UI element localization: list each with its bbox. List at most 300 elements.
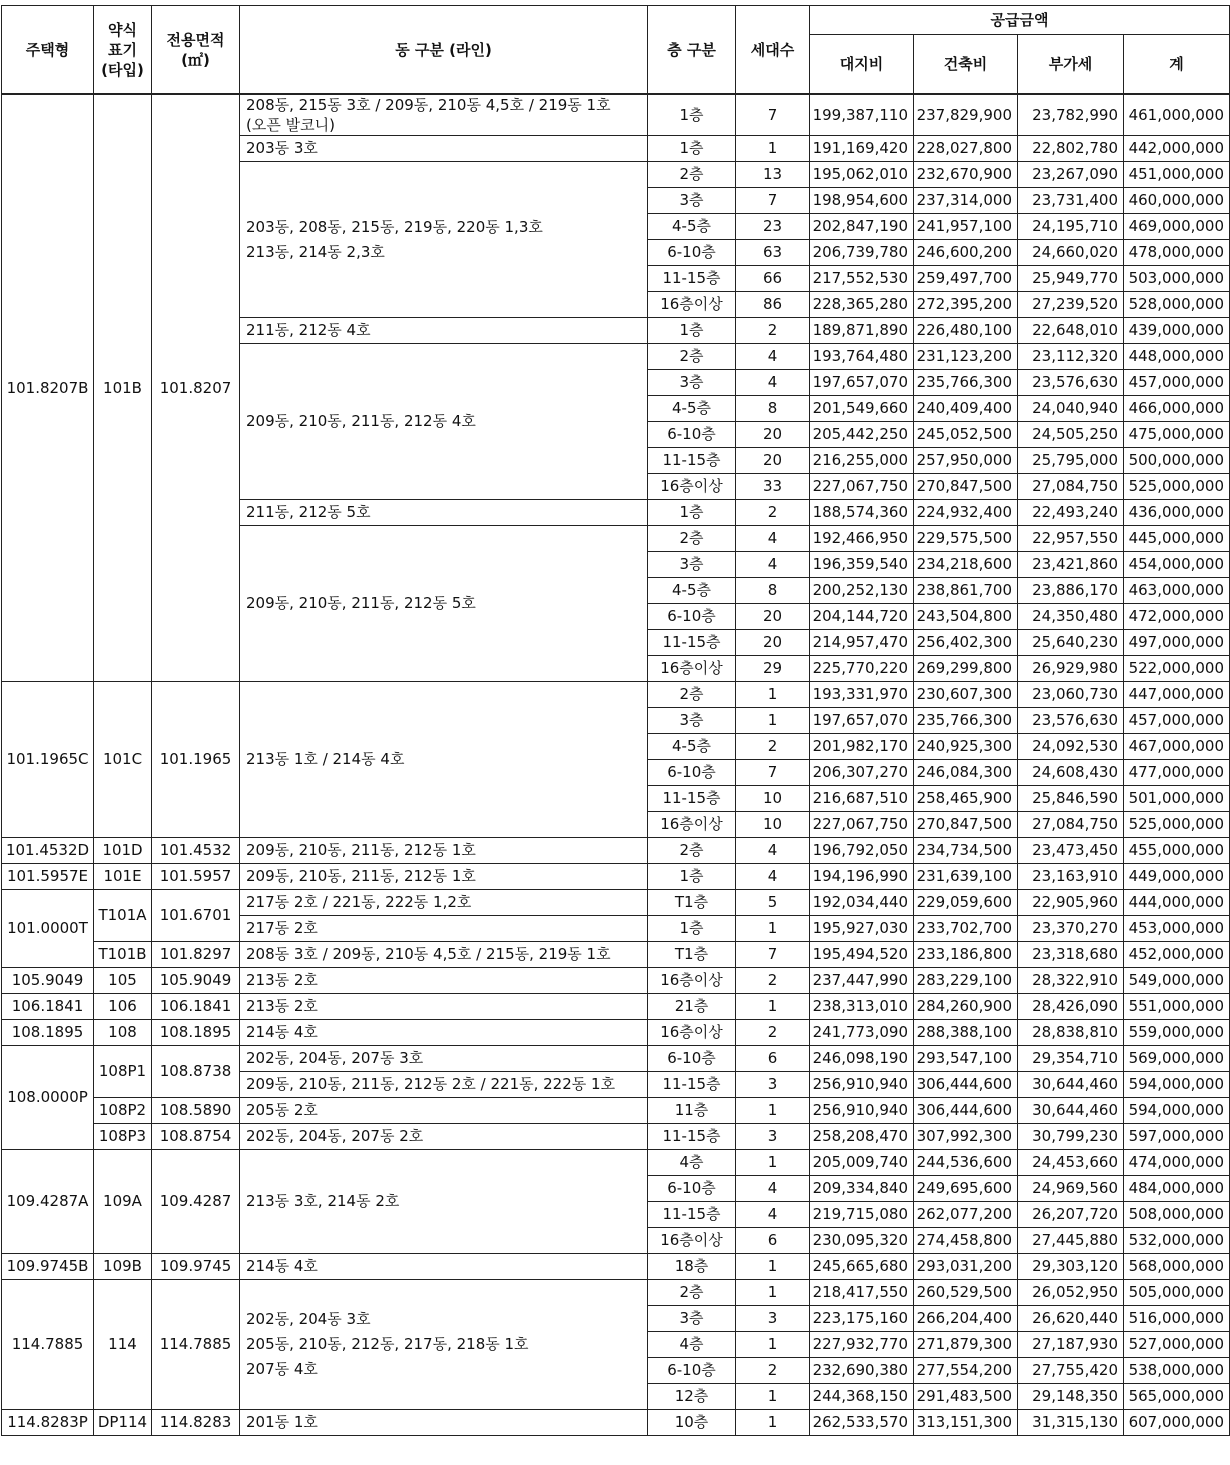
cell-floor: 2층	[648, 838, 736, 864]
cell-floor: 2층	[648, 344, 736, 370]
cell-total: 451,000,000	[1124, 162, 1230, 188]
header-abbr	[94, 6, 152, 95]
cell-area: 101.1965	[152, 682, 240, 838]
cell-land-cost: 217,552,530	[810, 266, 914, 292]
cell-dong	[240, 1150, 648, 1254]
cell-vat: 22,493,240	[1018, 500, 1124, 526]
cell-floor: 16층이상	[648, 474, 736, 500]
cell-units: 7	[736, 94, 810, 136]
cell-land-cost: 195,927,030	[810, 916, 914, 942]
cell-floor: 18층	[648, 1254, 736, 1280]
cell-units: 2	[736, 1358, 810, 1384]
cell-abbr: 108	[94, 1020, 152, 1046]
cell-housing-type: 101.4532D	[2, 838, 94, 864]
cell-land-cost: 195,494,520	[810, 942, 914, 968]
cell-floor: 10층	[648, 1410, 736, 1436]
cell-vat: 30,644,460	[1018, 1072, 1124, 1098]
cell-vat: 23,782,990	[1018, 94, 1124, 136]
cell-floor: 3층	[648, 1306, 736, 1332]
table-row	[2, 1046, 1230, 1072]
cell-total: 467,000,000	[1124, 734, 1230, 760]
cell-total: 436,000,000	[1124, 500, 1230, 526]
cell-dong	[240, 526, 648, 682]
supply-price-table	[1, 5, 1230, 1436]
cell-building-cost: 231,123,200	[914, 344, 1018, 370]
cell-floor: 16층이상	[648, 656, 736, 682]
cell-floor: 11-15층	[648, 786, 736, 812]
cell-abbr: 106	[94, 994, 152, 1020]
cell-building-cost: 226,480,100	[914, 318, 1018, 344]
cell-total: 503,000,000	[1124, 266, 1230, 292]
cell-building-cost: 237,314,000	[914, 188, 1018, 214]
cell-units: 10	[736, 786, 810, 812]
cell-vat: 23,576,630	[1018, 708, 1124, 734]
cell-floor: 1층	[648, 500, 736, 526]
cell-units: 23	[736, 214, 810, 240]
cell-total: 594,000,000	[1124, 1072, 1230, 1098]
cell-total: 442,000,000	[1124, 136, 1230, 162]
cell-land-cost: 197,657,070	[810, 708, 914, 734]
cell-vat: 23,318,680	[1018, 942, 1124, 968]
cell-total: 452,000,000	[1124, 942, 1230, 968]
cell-building-cost: 234,218,600	[914, 552, 1018, 578]
dong-line: 203동 3호	[246, 139, 318, 157]
cell-total: 505,000,000	[1124, 1280, 1230, 1306]
cell-vat: 23,421,860	[1018, 552, 1124, 578]
table-row	[2, 1020, 1230, 1046]
cell-land-cost: 258,208,470	[810, 1124, 914, 1150]
cell-vat: 24,453,660	[1018, 1150, 1124, 1176]
header-dong: 동 구분 (라인)	[240, 6, 648, 95]
cell-vat: 24,040,940	[1018, 396, 1124, 422]
cell-housing-type: 108.1895	[2, 1020, 94, 1046]
table-row	[2, 968, 1230, 994]
cell-abbr: 101C	[94, 682, 152, 838]
cell-building-cost: 246,600,200	[914, 240, 1018, 266]
cell-building-cost: 234,734,500	[914, 838, 1018, 864]
cell-dong	[240, 994, 648, 1020]
header-area-line: (㎡)	[181, 50, 210, 69]
cell-floor: 6-10층	[648, 1358, 736, 1384]
cell-building-cost: 240,409,400	[914, 396, 1018, 422]
cell-floor: 6-10층	[648, 1176, 736, 1202]
cell-total: 549,000,000	[1124, 968, 1230, 994]
cell-vat: 26,052,950	[1018, 1280, 1124, 1306]
cell-building-cost: 260,529,500	[914, 1280, 1018, 1306]
cell-vat: 22,905,960	[1018, 890, 1124, 916]
cell-units: 4	[736, 552, 810, 578]
cell-building-cost: 229,575,500	[914, 526, 1018, 552]
cell-building-cost: 229,059,600	[914, 890, 1018, 916]
cell-building-cost: 306,444,600	[914, 1098, 1018, 1124]
cell-dong	[240, 1098, 648, 1124]
cell-units: 10	[736, 812, 810, 838]
cell-abbr: 101D	[94, 838, 152, 864]
table-row	[2, 1254, 1230, 1280]
cell-floor: 4-5층	[648, 578, 736, 604]
cell-abbr: DP114	[94, 1410, 152, 1436]
header-abbr-line: (타입)	[101, 60, 144, 79]
table-row	[2, 1098, 1230, 1124]
cell-land-cost: 198,954,600	[810, 188, 914, 214]
cell-total: 532,000,000	[1124, 1228, 1230, 1254]
cell-land-cost: 188,574,360	[810, 500, 914, 526]
cell-units: 2	[736, 734, 810, 760]
cell-floor: 4-5층	[648, 396, 736, 422]
cell-dong	[240, 1254, 648, 1280]
cell-units: 8	[736, 396, 810, 422]
cell-area: 101.8297	[152, 942, 240, 968]
cell-vat: 25,640,230	[1018, 630, 1124, 656]
cell-building-cost: 245,052,500	[914, 422, 1018, 448]
cell-units: 4	[736, 1176, 810, 1202]
cell-land-cost: 200,252,130	[810, 578, 914, 604]
cell-land-cost: 223,175,160	[810, 1306, 914, 1332]
cell-floor: 1층	[648, 94, 736, 136]
cell-land-cost: 201,549,660	[810, 396, 914, 422]
cell-vat: 31,315,130	[1018, 1410, 1124, 1436]
cell-housing-type: 109.4287A	[2, 1150, 94, 1254]
cell-building-cost: 258,465,900	[914, 786, 1018, 812]
cell-housing-type: 105.9049	[2, 968, 94, 994]
cell-building-cost: 249,695,600	[914, 1176, 1018, 1202]
cell-floor: 4-5층	[648, 734, 736, 760]
header-units: 세대수	[736, 6, 810, 95]
cell-dong	[240, 1124, 648, 1150]
cell-land-cost: 205,009,740	[810, 1150, 914, 1176]
cell-units: 4	[736, 864, 810, 890]
cell-building-cost: 232,670,900	[914, 162, 1018, 188]
cell-units: 1	[736, 708, 810, 734]
cell-area: 114.7885	[152, 1280, 240, 1410]
table-row	[2, 94, 1230, 136]
cell-floor: 16층이상	[648, 1228, 736, 1254]
header-total: 계	[1124, 35, 1230, 95]
cell-vat: 27,084,750	[1018, 812, 1124, 838]
cell-floor: 6-10층	[648, 760, 736, 786]
cell-total: 594,000,000	[1124, 1098, 1230, 1124]
cell-units: 7	[736, 942, 810, 968]
cell-land-cost: 196,792,050	[810, 838, 914, 864]
table-row	[2, 1410, 1230, 1436]
cell-land-cost: 205,442,250	[810, 422, 914, 448]
dong-line: 209동, 210동, 211동, 212동 5호	[246, 594, 476, 612]
cell-total: 528,000,000	[1124, 292, 1230, 318]
cell-total: 516,000,000	[1124, 1306, 1230, 1332]
cell-vat: 27,084,750	[1018, 474, 1124, 500]
cell-vat: 23,473,450	[1018, 838, 1124, 864]
cell-vat: 23,060,730	[1018, 682, 1124, 708]
cell-vat: 25,949,770	[1018, 266, 1124, 292]
cell-land-cost: 196,359,540	[810, 552, 914, 578]
cell-total: 597,000,000	[1124, 1124, 1230, 1150]
cell-building-cost: 256,402,300	[914, 630, 1018, 656]
cell-land-cost: 230,095,320	[810, 1228, 914, 1254]
cell-abbr: 101E	[94, 864, 152, 890]
cell-vat: 26,207,720	[1018, 1202, 1124, 1228]
cell-units: 7	[736, 760, 810, 786]
cell-total: 447,000,000	[1124, 682, 1230, 708]
cell-land-cost: 241,773,090	[810, 1020, 914, 1046]
cell-units: 1	[736, 1384, 810, 1410]
cell-floor: 6-10층	[648, 1046, 736, 1072]
cell-total: 445,000,000	[1124, 526, 1230, 552]
cell-units: 3	[736, 1072, 810, 1098]
cell-land-cost: 202,847,190	[810, 214, 914, 240]
dong-line: 209동, 210동, 211동, 212동 4호	[246, 412, 476, 430]
cell-floor: 16층이상	[648, 812, 736, 838]
cell-building-cost: 246,084,300	[914, 760, 1018, 786]
cell-total: 538,000,000	[1124, 1358, 1230, 1384]
cell-land-cost: 201,982,170	[810, 734, 914, 760]
cell-units: 4	[736, 370, 810, 396]
cell-dong	[240, 916, 648, 942]
cell-units: 1	[736, 682, 810, 708]
cell-units: 29	[736, 656, 810, 682]
cell-building-cost: 284,260,900	[914, 994, 1018, 1020]
cell-building-cost: 233,702,700	[914, 916, 1018, 942]
dong-line: 213동 3호, 214동 2호	[246, 1192, 400, 1210]
cell-building-cost: 293,547,100	[914, 1046, 1018, 1072]
cell-units: 2	[736, 318, 810, 344]
cell-floor: 11-15층	[648, 266, 736, 292]
cell-area: 101.5957	[152, 864, 240, 890]
cell-area: 105.9049	[152, 968, 240, 994]
header-abbr-line: 표기	[108, 40, 137, 59]
cell-area: 108.5890	[152, 1098, 240, 1124]
cell-floor: 2층	[648, 682, 736, 708]
cell-building-cost: 257,950,000	[914, 448, 1018, 474]
cell-units: 1	[736, 1098, 810, 1124]
cell-building-cost: 274,458,800	[914, 1228, 1018, 1254]
cell-vat: 25,795,000	[1018, 448, 1124, 474]
cell-housing-type: 109.9745B	[2, 1254, 94, 1280]
cell-floor: 3층	[648, 188, 736, 214]
cell-floor: 6-10층	[648, 422, 736, 448]
cell-building-cost: 262,077,200	[914, 1202, 1018, 1228]
dong-line: 209동, 210동, 211동, 212동 2호 / 221동, 222동 1호	[246, 1075, 616, 1093]
cell-total: 449,000,000	[1124, 864, 1230, 890]
cell-vat: 27,755,420	[1018, 1358, 1124, 1384]
cell-dong	[240, 1410, 648, 1436]
cell-floor: 11-15층	[648, 1072, 736, 1098]
cell-land-cost: 206,307,270	[810, 760, 914, 786]
cell-dong	[240, 162, 648, 318]
cell-building-cost: 240,925,300	[914, 734, 1018, 760]
cell-building-cost: 293,031,200	[914, 1254, 1018, 1280]
cell-total: 569,000,000	[1124, 1046, 1230, 1072]
cell-building-cost: 270,847,500	[914, 812, 1018, 838]
cell-units: 3	[736, 1306, 810, 1332]
cell-land-cost: 232,690,380	[810, 1358, 914, 1384]
cell-floor: 4층	[648, 1332, 736, 1358]
cell-land-cost: 193,331,970	[810, 682, 914, 708]
cell-area: 106.1841	[152, 994, 240, 1020]
cell-floor: 1층	[648, 864, 736, 890]
table-row	[2, 1150, 1230, 1176]
cell-vat: 24,969,560	[1018, 1176, 1124, 1202]
cell-floor: 4-5층	[648, 214, 736, 240]
cell-floor: 6-10층	[648, 604, 736, 630]
cell-total: 527,000,000	[1124, 1332, 1230, 1358]
cell-floor: 11-15층	[648, 630, 736, 656]
dong-line: (오픈 발코니)	[246, 116, 335, 134]
cell-area: 109.4287	[152, 1150, 240, 1254]
cell-total: 461,000,000	[1124, 94, 1230, 136]
cell-floor: 16층이상	[648, 292, 736, 318]
cell-units: 2	[736, 1020, 810, 1046]
cell-units: 20	[736, 422, 810, 448]
cell-land-cost: 191,169,420	[810, 136, 914, 162]
cell-floor: 1층	[648, 916, 736, 942]
cell-units: 8	[736, 578, 810, 604]
cell-vat: 24,505,250	[1018, 422, 1124, 448]
cell-vat: 24,660,020	[1018, 240, 1124, 266]
cell-land-cost: 218,417,550	[810, 1280, 914, 1306]
cell-land-cost: 197,657,070	[810, 370, 914, 396]
cell-land-cost: 246,098,190	[810, 1046, 914, 1072]
cell-units: 4	[736, 344, 810, 370]
cell-land-cost: 256,910,940	[810, 1098, 914, 1124]
dong-line: 213동 2호	[246, 971, 318, 989]
cell-vat: 24,608,430	[1018, 760, 1124, 786]
cell-units: 13	[736, 162, 810, 188]
cell-units: 4	[736, 1202, 810, 1228]
cell-land-cost: 228,365,280	[810, 292, 914, 318]
cell-area: 109.9745	[152, 1254, 240, 1280]
cell-vat: 24,350,480	[1018, 604, 1124, 630]
cell-abbr: 101B	[94, 94, 152, 682]
cell-vat: 29,303,120	[1018, 1254, 1124, 1280]
cell-total: 607,000,000	[1124, 1410, 1230, 1436]
cell-units: 1	[736, 1254, 810, 1280]
cell-abbr: 108P3	[94, 1124, 152, 1150]
cell-vat: 25,846,590	[1018, 786, 1124, 812]
cell-land-cost: 192,466,950	[810, 526, 914, 552]
cell-units: 63	[736, 240, 810, 266]
cell-total: 475,000,000	[1124, 422, 1230, 448]
cell-land-cost: 227,067,750	[810, 474, 914, 500]
cell-abbr: 114	[94, 1280, 152, 1410]
cell-units: 4	[736, 526, 810, 552]
cell-total: 508,000,000	[1124, 1202, 1230, 1228]
header-land-cost: 대지비	[810, 35, 914, 95]
cell-vat: 28,322,910	[1018, 968, 1124, 994]
cell-land-cost: 237,447,990	[810, 968, 914, 994]
cell-units: 6	[736, 1228, 810, 1254]
cell-area: 108.1895	[152, 1020, 240, 1046]
cell-floor: T1층	[648, 942, 736, 968]
cell-floor: 2층	[648, 162, 736, 188]
cell-units: 1	[736, 916, 810, 942]
cell-total: 568,000,000	[1124, 1254, 1230, 1280]
cell-abbr: 109A	[94, 1150, 152, 1254]
cell-vat: 24,092,530	[1018, 734, 1124, 760]
dong-line: 217동 2호 / 221동, 222동 1,2호	[246, 893, 472, 911]
cell-abbr: 109B	[94, 1254, 152, 1280]
cell-building-cost: 313,151,300	[914, 1410, 1018, 1436]
cell-building-cost: 283,229,100	[914, 968, 1018, 994]
cell-land-cost: 195,062,010	[810, 162, 914, 188]
cell-land-cost: 238,313,010	[810, 994, 914, 1020]
cell-dong	[240, 942, 648, 968]
cell-housing-type: 101.0000T	[2, 890, 94, 968]
cell-land-cost: 206,739,780	[810, 240, 914, 266]
table-row	[2, 838, 1230, 864]
cell-building-cost: 266,204,400	[914, 1306, 1018, 1332]
dong-line: 207동 4호	[246, 1360, 318, 1378]
cell-units: 2	[736, 500, 810, 526]
cell-vat: 27,445,880	[1018, 1228, 1124, 1254]
cell-floor: 12층	[648, 1384, 736, 1410]
cell-vat: 23,370,270	[1018, 916, 1124, 942]
cell-building-cost: 241,957,100	[914, 214, 1018, 240]
cell-units: 1	[736, 1332, 810, 1358]
cell-land-cost: 192,034,440	[810, 890, 914, 916]
cell-building-cost: 231,639,100	[914, 864, 1018, 890]
cell-area: 101.8207	[152, 94, 240, 682]
cell-housing-type: 101.5957E	[2, 864, 94, 890]
cell-land-cost: 204,144,720	[810, 604, 914, 630]
cell-land-cost: 244,368,150	[810, 1384, 914, 1410]
cell-vat: 29,148,350	[1018, 1384, 1124, 1410]
cell-total: 559,000,000	[1124, 1020, 1230, 1046]
cell-vat: 23,112,320	[1018, 344, 1124, 370]
cell-building-cost: 272,395,200	[914, 292, 1018, 318]
cell-floor: 3층	[648, 552, 736, 578]
cell-land-cost: 214,957,470	[810, 630, 914, 656]
dong-line: 209동, 210동, 211동, 212동 1호	[246, 841, 476, 859]
cell-building-cost: 237,829,900	[914, 94, 1018, 136]
cell-floor: 11-15층	[648, 448, 736, 474]
header-building-cost: 건축비	[914, 35, 1018, 95]
cell-land-cost: 189,871,890	[810, 318, 914, 344]
cell-land-cost: 219,715,080	[810, 1202, 914, 1228]
cell-floor: 2층	[648, 526, 736, 552]
cell-units: 66	[736, 266, 810, 292]
cell-housing-type: 108.0000P	[2, 1046, 94, 1150]
cell-building-cost: 277,554,200	[914, 1358, 1018, 1384]
cell-abbr: T101B	[94, 942, 152, 968]
cell-land-cost: 245,665,680	[810, 1254, 914, 1280]
cell-building-cost: 307,992,300	[914, 1124, 1018, 1150]
table-row	[2, 942, 1230, 968]
cell-dong	[240, 500, 648, 526]
dong-line: 202동, 204동, 207동 3호	[246, 1049, 424, 1067]
cell-total: 525,000,000	[1124, 474, 1230, 500]
cell-building-cost: 291,483,500	[914, 1384, 1018, 1410]
dong-line: 213동, 214동 2,3호	[246, 242, 385, 261]
cell-units: 1	[736, 136, 810, 162]
cell-building-cost: 244,536,600	[914, 1150, 1018, 1176]
header-vat: 부가세	[1018, 35, 1124, 95]
dong-line: 211동, 212동 4호	[246, 321, 371, 339]
cell-housing-type: 101.1965C	[2, 682, 94, 838]
cell-units: 20	[736, 630, 810, 656]
cell-housing-type: 114.7885	[2, 1280, 94, 1410]
cell-dong	[240, 838, 648, 864]
cell-land-cost: 262,533,570	[810, 1410, 914, 1436]
cell-units: 20	[736, 604, 810, 630]
cell-floor: 1층	[648, 136, 736, 162]
cell-units: 20	[736, 448, 810, 474]
cell-total: 444,000,000	[1124, 890, 1230, 916]
cell-units: 1	[736, 1280, 810, 1306]
header-area	[152, 6, 240, 95]
cell-total: 497,000,000	[1124, 630, 1230, 656]
cell-building-cost: 230,607,300	[914, 682, 1018, 708]
cell-floor: 11-15층	[648, 1124, 736, 1150]
